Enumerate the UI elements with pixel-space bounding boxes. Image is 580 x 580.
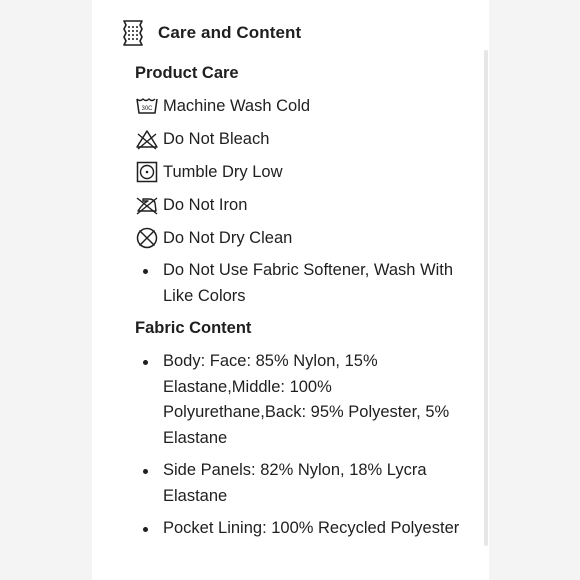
care-label-icon [120, 19, 146, 47]
care-item-machine-wash [135, 93, 310, 119]
care-item-label: Do Not Dry Clean [163, 228, 293, 247]
fabric-content-list [135, 349, 475, 549]
list-item: Body: Face: 85% Nylon, 15% Elastane,Middle: 100% Polyurethane,Back: 95% Polyester, 5% Elastane [135, 349, 475, 451]
machine-wash-cold-icon [135, 94, 159, 118]
care-notes-list [135, 258, 475, 316]
product-care-heading: Product Care [135, 64, 239, 82]
wash-temp-text: 30C [141, 106, 153, 112]
care-item-do-not-dry-clean [135, 225, 292, 251]
care-item-do-not-bleach [135, 126, 269, 152]
fabric-content-heading: Fabric Content [135, 319, 252, 337]
care-item-label: Do Not Bleach [163, 129, 270, 148]
care-item-label: Do Not Iron [163, 195, 248, 214]
care-item-label: Tumble Dry Low [163, 162, 283, 181]
list-item: Do Not Use Fabric Softener, Wash With Like Colors [135, 258, 475, 309]
section-title: Care and Content [158, 23, 302, 42]
do-not-iron-icon [135, 193, 159, 217]
scrollbar[interactable] [484, 50, 488, 546]
list-item: Side Panels: 82% Nylon, 18% Lycra Elastane [135, 458, 475, 509]
section-header[interactable] [120, 18, 301, 48]
care-item-label: Machine Wash Cold [163, 96, 311, 115]
care-item-do-not-iron [135, 192, 247, 218]
list-item: Pocket Lining: 100% Recycled Polyester [135, 516, 475, 542]
do-not-dry-clean-icon [135, 226, 159, 250]
tumble-dry-low-icon [135, 160, 159, 184]
do-not-bleach-icon [135, 127, 159, 151]
care-item-tumble-dry [135, 159, 283, 185]
